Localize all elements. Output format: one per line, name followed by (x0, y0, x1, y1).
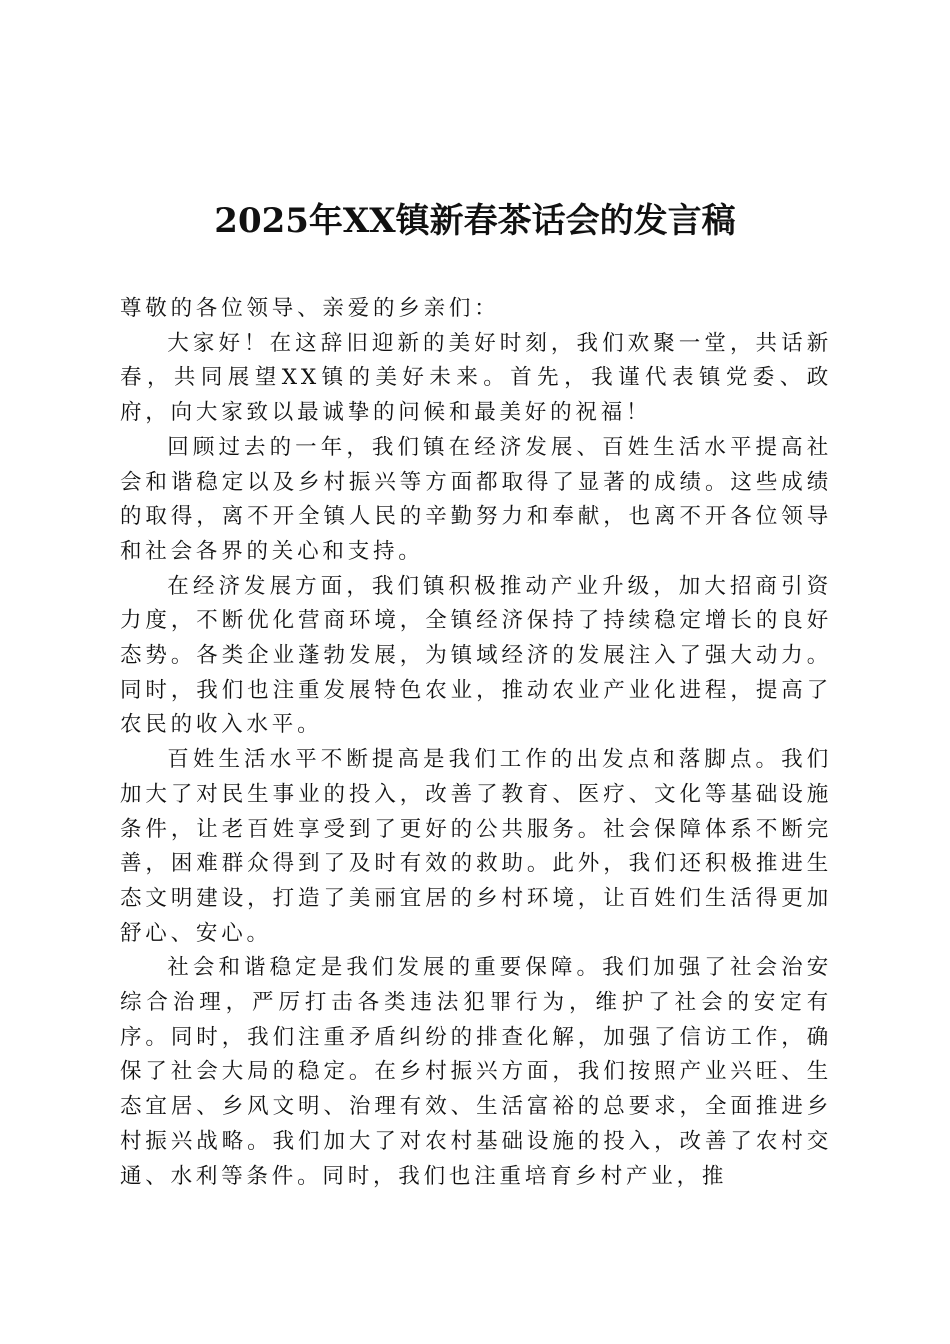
paragraph-review: 回顾过去的一年，我们镇在经济发展、百姓生活水平提高社会和谐稳定以及乡村振兴等方面都取得了显著的成绩。这些成绩的取得，离不开全镇人民的辛勤努力和奉献，也离不开各位领导和社会各界的关心和支持。 (120, 434, 832, 564)
salutation: 尊敬的各位领导、亲爱的乡亲们： (120, 296, 500, 321)
document-body (120, 292, 832, 1194)
paragraph-greeting: 大家好！在这辞旧迎新的美好时刻，我们欢聚一堂，共话新春，共同展望XX镇的美好未来。首先，我谨代表镇党委、政府，向大家致以最诚挚的问候和最美好的祝福！ (120, 330, 832, 426)
paragraph-livelihood: 百姓生活水平不断提高是我们工作的出发点和落脚点。我们加大了对民生事业的投入，改善了教育、医疗、文化等基础设施条件，让老百姓享受到了更好的公共服务。社会保障体系不断完善，困难群众得到了及时有效的救助。此外，我们还积极推进生态文明建设，打造了美丽宜居的乡村环境，让百姓们生活得更加舒心、安心。 (120, 747, 832, 946)
paragraph-economy: 在经济发展方面，我们镇积极推动产业升级，加大招商引资力度，不断优化营商环境，全镇经济保持了持续稳定增长的良好态势。各类企业蓬勃发展，为镇域经济的发展注入了强大动力。同时，我们也注重发展特色农业，推动农业产业化进程，提高了农民的收入水平。 (120, 573, 832, 738)
paragraph-stability: 社会和谐稳定是我们发展的重要保障。我们加强了社会治安综合治理，严厉打击各类违法犯罪行为，维护了社会的安定有序。同时，我们注重矛盾纠纷的排查化解，加强了信访工作，确保了社会大局的稳定。在乡村振兴方面，我们按照产业兴旺、生态宜居、乡风文明、治理有效、生活富裕的总要求，全面推进乡村振兴战略。我们加大了对农村基础设施的投入，改善了农村交通、水利等条件。同时，我们也注重培育乡村产业，推 (120, 955, 832, 1189)
document-title: 2025年XX镇新春茶话会的发言稿 (214, 201, 736, 241)
